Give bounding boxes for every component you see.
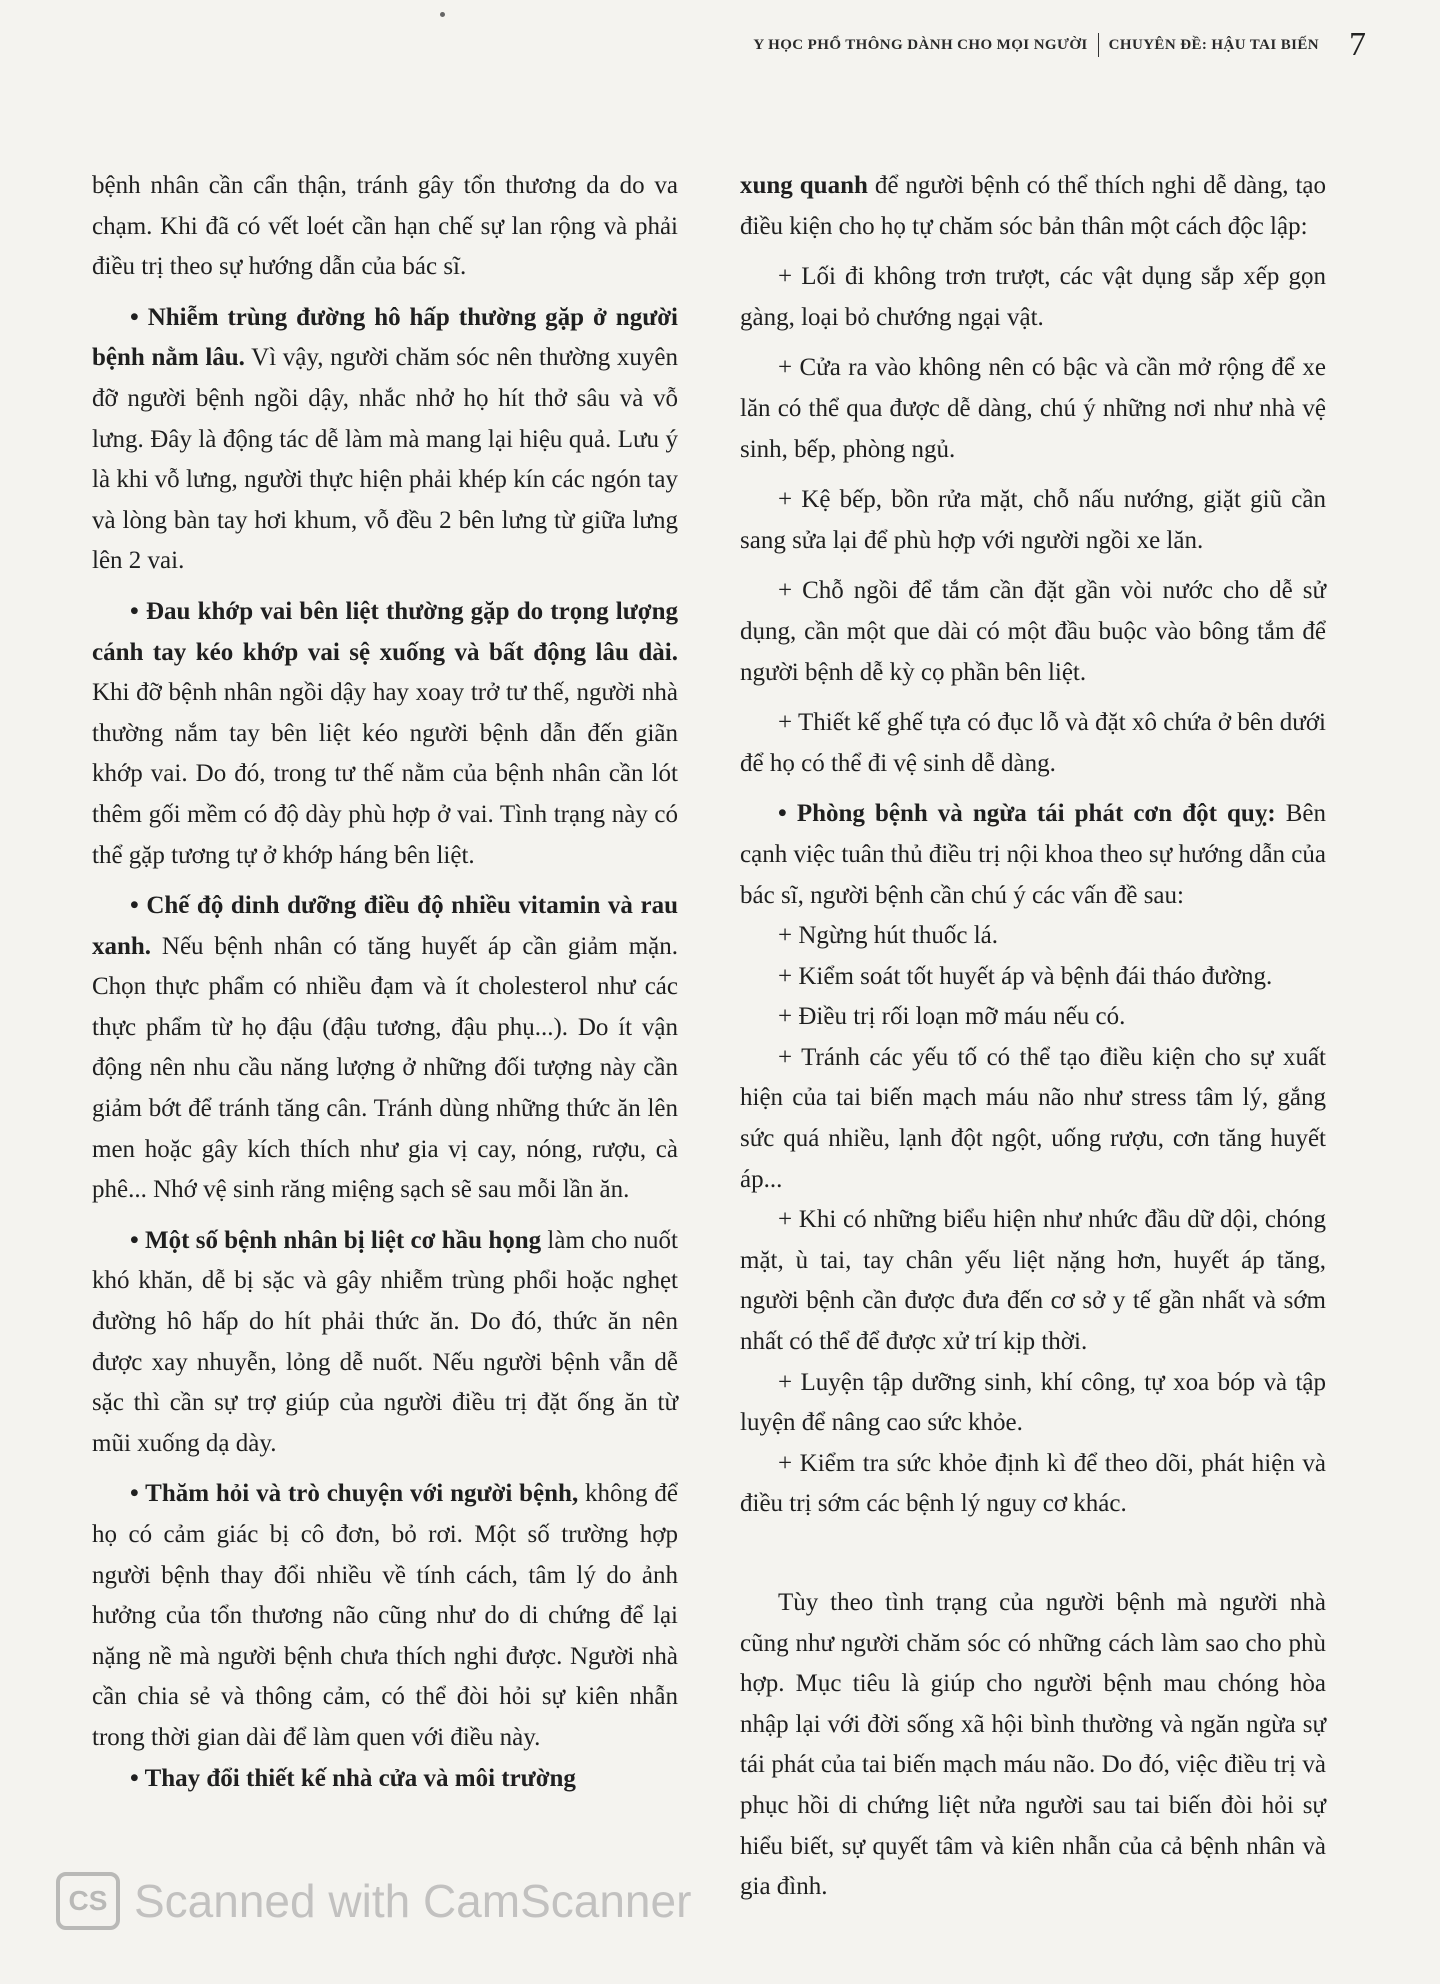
paragraph-heading: Nhiễm trùng đường hô hấp thường gặp ở người bệnh nằm lâu. — [92, 303, 678, 372]
header-divider — [1098, 33, 1099, 57]
camscanner-watermark — [56, 1872, 691, 1930]
paragraph-text: Nếu bệnh nhân có tăng huyết áp cần giảm mặn. Chọn thực phẩm có nhiều đạm và ít cholesterol như các thực phẩm từ họ đậu (đậu tương, đậu phụ...). Do ít vận động nên nhu cầu năng lượng ở những đối tượng này cần giảm bớt để tránh tăng cân. Tránh dùng những thức ăn lên men hoặc gây kích thích như gia vị cay, nóng, rượu, cà phê... Nhớ vệ sinh răng miệng sạch sẽ sau mỗi lần ăn. — [92, 932, 678, 1204]
list-item: + Điều trị rối loạn mỡ máu nếu có. — [778, 1003, 1126, 1031]
paragraph: bệnh nhân cần cẩn thận, tránh gây tổn thương da do va chạm. Khi đã có vết loét cần hạn chế sự lan rộng và phải điều trị theo sự hướng dẫn của bác sĩ. — [92, 172, 678, 281]
paragraph-text: để người bệnh có thể thích nghi dễ dàng, tạo điều kiện cho họ tự chăm sóc bản thân một cách độc lập: — [740, 172, 1326, 240]
paragraph-heading: Thay đổi thiết kế nhà cửa và môi trường — [144, 1764, 576, 1792]
bullet-icon: • — [130, 1480, 146, 1508]
list-item: + Kiểm soát tốt huyết áp và bệnh đái tháo đường. — [778, 962, 1273, 990]
paragraph-heading: Phòng bệnh và ngừa tái phát cơn đột quỵ: — [796, 800, 1276, 828]
paragraph-text: Bên cạnh việc tuân thủ điều trị nội khoa theo sự hướng dẫn của bác sĩ, người bệnh cần chú ý các vấn đề sau: — [740, 800, 1326, 909]
list-item: + Thiết kế ghế tựa có đục lỗ và đặt xô chứa ở bên dưới để họ có thể đi vệ sinh dễ dàng. — [740, 709, 1326, 777]
paragraph-heading: Chế độ dinh dưỡng điều độ nhiều vitamin và rau xanh. — [92, 892, 678, 960]
bullet-icon: • — [778, 800, 797, 828]
watermark-text: Scanned with CamScanner — [134, 1875, 692, 1927]
list-item: + Ngừng hút thuốc lá. — [778, 922, 998, 950]
paragraph-heading: Một số bệnh nhân bị liệt cơ hầu họng — [145, 1226, 542, 1254]
paragraph — [92, 1474, 678, 1758]
paragraph — [740, 166, 1326, 247]
list-item: + Lối đi không trơn trượt, các vật dụng sắp xếp gọn gàng, loại bỏ chướng ngại vật. — [740, 263, 1326, 331]
paragraph-text: Vì vậy, người chăm sóc nên thường xuyên đỡ người bệnh ngồi dậy, nhắc nhở họ hít thở sâu và vỗ lưng. Đây là động tác dễ làm mà mang lại hiệu quả. Lưu ý là khi vỗ lưng, người thực hiện phải khép kín các ngón tay và lòng bàn tay hơi khum, vỗ đều 2 bên lưng từ giữa lưng lên 2 vai. — [92, 344, 678, 575]
list-item: + Kiểm tra sức khỏe định kì để theo dõi, phát hiện và điều trị sớm các bệnh lý nguy cơ khác. — [740, 1449, 1326, 1518]
right-column — [740, 166, 1326, 1908]
bullet-icon: • — [130, 303, 148, 331]
scan-speck — [440, 12, 445, 17]
running-header — [753, 26, 1366, 64]
paragraph-text: Khi đỡ bệnh nhân ngồi dậy hay xoay trở tư thế, người nhà thường nắm tay bên liệt kéo người bệnh dẫn đến giãn khớp vai. Do đó, trong tư thế nằm của bệnh nhân cần lót thêm gối mềm có độ dày phù hợp ở vai. Tình trạng này có thể gặp tương tự ở khớp háng bên liệt. — [92, 679, 678, 869]
page-number: 7 — [1349, 26, 1366, 63]
paragraph — [92, 886, 678, 1211]
paragraph — [740, 794, 1326, 916]
camscanner-logo-icon: CS — [56, 1872, 120, 1930]
list-item: + Luyện tập dưỡng sinh, khí công, tự xoa bóp và tập luyện để nâng cao sức khỏe. — [740, 1368, 1326, 1437]
paragraph — [92, 1221, 678, 1465]
list-item: + Tránh các yếu tố có thể tạo điều kiện cho sự xuất hiện của tai biến mạch máu não như stress tâm lý, gắng sức quá nhiều, lạnh đột ngột, uống rượu, cơn tăng huyết áp... — [740, 1043, 1326, 1193]
closing-paragraph: Tùy theo tình trạng của người bệnh mà người nhà cũng như người chăm sóc có những cách làm sao cho phù hợp. Mục tiêu là giúp cho người bệnh mau chóng hòa nhập lại với đời sống xã hội bình thường và ngăn ngừa sự tái phát của tai biến mạch máu não. Do đó, việc điều trị và phục hồi di chứng liệt nửa người sau tai biến đòi hỏi sự hiểu biết, sự quyết tâm và kiên nhẫn của cả bệnh nhân và gia đình. — [740, 1589, 1326, 1901]
bullet-icon: • — [130, 597, 146, 625]
paragraph-text: làm cho nuốt khó khăn, dễ bị sặc và gây nhiễm trùng phổi hoặc nghẹt đường hô hấp do hít phải thức ăn. Do đó, thức ăn nên được xay nhuyễn, lỏng dễ nuốt. Nếu người bệnh vẫn dễ sặc thì cần sự trợ giúp của người điều trị đặt ống ăn từ mũi xuống dạ dày. — [92, 1226, 678, 1457]
paragraph — [92, 298, 678, 582]
paragraph-text: không để họ có cảm giác bị cô đơn, bỏ rơi. Một số trường hợp người bệnh thay đổi nhiều về tính cách, tâm lý do ảnh hưởng của tổn thương não cũng như do di chứng để lại nặng nề mà người bệnh chưa thích nghi được. Người nhà cần chia sẻ và thông cảm, có thể đòi hỏi sự kiên nhẫn trong thời gian dài để làm quen với điều này. — [92, 1480, 678, 1751]
bullet-icon: • — [130, 1764, 145, 1792]
paragraph-heading: Đau khớp vai bên liệt thường gặp do trọng lượng cánh tay kéo khớp vai sệ xuống và bất động lâu dài. — [92, 597, 678, 666]
bullet-icon: • — [130, 1226, 146, 1254]
header-series-title: Y HỌC PHỔ THÔNG DÀNH CHO MỌI NGƯỜI — [753, 36, 1088, 53]
list-item: + Chỗ ngồi để tắm cần đặt gần vòi nước cho dễ sử dụng, cần một que dài có một đầu buộc vào bông tắm để người bệnh dễ kỳ cọ phần bên liệt. — [740, 577, 1326, 686]
left-column — [92, 166, 678, 1799]
list-item: + Kệ bếp, bồn rửa mặt, chỗ nấu nướng, giặt giũ cần sang sửa lại để phù hợp với người ngồi xe lăn. — [740, 486, 1326, 554]
header-topic: CHUYÊN ĐỀ: HẬU TAI BIẾN — [1108, 36, 1319, 53]
list-item: + Khi có những biểu hiện như nhức đầu dữ dội, chóng mặt, ù tai, tay chân yếu liệt nặng hơn, huyết áp tăng, người bệnh cần được đưa đến cơ sở y tế gần nhất và sớm nhất có thể để được xử trí kịp thời. — [740, 1206, 1326, 1356]
paragraph-heading: Thăm hỏi và trò chuyện với người bệnh, — [145, 1480, 579, 1508]
paragraph — [92, 1759, 678, 1800]
bullet-icon: • — [130, 892, 147, 920]
list-item: + Cửa ra vào không nên có bậc và cần mở rộng để xe lăn có thể qua được dễ dàng, chú ý những nơi như nhà vệ sinh, bếp, phòng ngủ. — [740, 354, 1326, 463]
paragraph — [92, 592, 678, 876]
paragraph-heading: xung quanh — [740, 172, 868, 199]
